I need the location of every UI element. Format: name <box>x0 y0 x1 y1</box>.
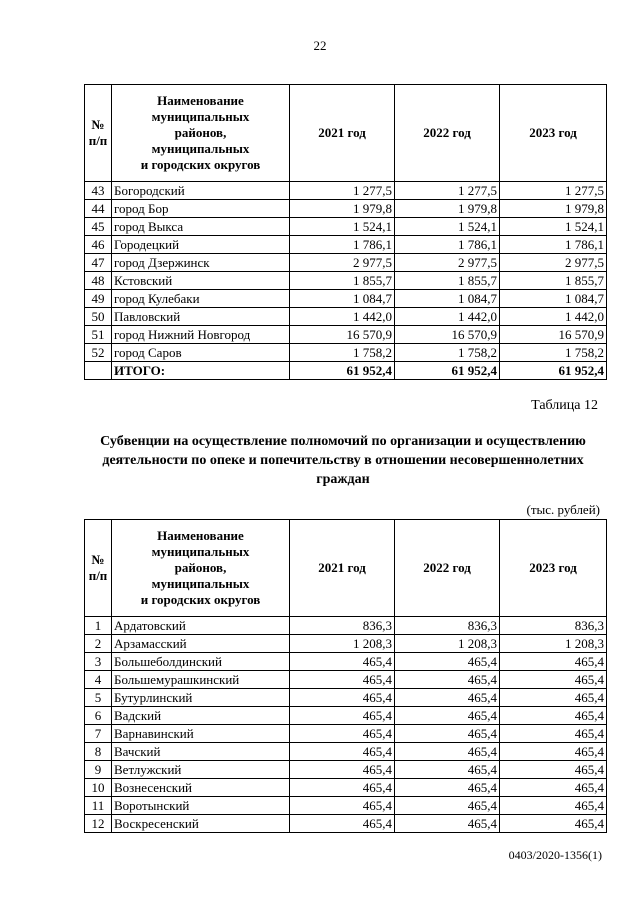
municipality-name: Кстовский <box>112 272 290 290</box>
value-2022: 1 524,1 <box>395 218 500 236</box>
row-number: 47 <box>85 254 112 272</box>
table-row <box>85 236 607 254</box>
total-row <box>85 362 607 380</box>
municipality-name: город Нижний Новгород <box>112 326 290 344</box>
table-row <box>85 671 607 689</box>
table-row <box>85 779 607 797</box>
value-2022: 465,4 <box>395 743 500 761</box>
row-number: 9 <box>85 761 112 779</box>
header-year-2021: 2021 год <box>290 520 395 617</box>
value-2023: 465,4 <box>500 761 607 779</box>
value-2023: 465,4 <box>500 815 607 833</box>
row-number: 1 <box>85 617 112 635</box>
table-row <box>85 707 607 725</box>
table-row <box>85 344 607 362</box>
table-row <box>85 743 607 761</box>
value-2022: 1 084,7 <box>395 290 500 308</box>
header-year-2023: 2023 год <box>500 85 607 182</box>
value-2022: 465,4 <box>395 779 500 797</box>
municipality-name: Вачский <box>112 743 290 761</box>
municipality-name: Павловский <box>112 308 290 326</box>
municipality-name: Большеболдинский <box>112 653 290 671</box>
value-2021: 1 442,0 <box>290 308 395 326</box>
table-row <box>85 725 607 743</box>
total-2023: 61 952,4 <box>500 362 607 380</box>
value-2021: 465,4 <box>290 761 395 779</box>
table-row <box>85 254 607 272</box>
table-row <box>85 689 607 707</box>
header-year-2021: 2021 год <box>290 85 395 182</box>
value-2021: 465,4 <box>290 725 395 743</box>
row-number: 2 <box>85 635 112 653</box>
row-number: 48 <box>85 272 112 290</box>
value-2022: 465,4 <box>395 689 500 707</box>
municipality-name: Вознесенский <box>112 779 290 797</box>
header-year-2023: 2023 год <box>500 520 607 617</box>
table-row <box>85 797 607 815</box>
row-number: 11 <box>85 797 112 815</box>
value-2023: 1 084,7 <box>500 290 607 308</box>
value-2022: 465,4 <box>395 815 500 833</box>
municipality-name: Бутурлинский <box>112 689 290 707</box>
value-2023: 1 277,5 <box>500 182 607 200</box>
value-2022: 836,3 <box>395 617 500 635</box>
table-row <box>85 290 607 308</box>
table-caption: Таблица 12 <box>531 398 598 413</box>
value-2022: 1 979,8 <box>395 200 500 218</box>
row-number: 52 <box>85 344 112 362</box>
municipality-name: город Дзержинск <box>112 254 290 272</box>
value-2021: 465,4 <box>290 743 395 761</box>
row-number: 6 <box>85 707 112 725</box>
subsidy-table-continued <box>84 84 607 380</box>
header-year-2022: 2022 год <box>395 85 500 182</box>
value-2021: 465,4 <box>290 689 395 707</box>
row-number: 12 <box>85 815 112 833</box>
value-2023: 1 786,1 <box>500 236 607 254</box>
table1-body <box>85 182 607 380</box>
row-number: 4 <box>85 671 112 689</box>
value-2021: 1 524,1 <box>290 218 395 236</box>
header-municipality-name: Наименование муниципальных районов, муниципальных и городских округов <box>112 85 290 182</box>
value-2023: 2 977,5 <box>500 254 607 272</box>
value-2023: 1 442,0 <box>500 308 607 326</box>
value-2021: 1 758,2 <box>290 344 395 362</box>
value-2023: 465,4 <box>500 707 607 725</box>
municipality-name: Ветлужский <box>112 761 290 779</box>
table-row <box>85 326 607 344</box>
municipality-name: город Бор <box>112 200 290 218</box>
value-2023: 465,4 <box>500 653 607 671</box>
row-number: 8 <box>85 743 112 761</box>
value-2021: 465,4 <box>290 797 395 815</box>
value-2022: 1 758,2 <box>395 344 500 362</box>
table-row <box>85 272 607 290</box>
table-row <box>85 653 607 671</box>
value-2023: 465,4 <box>500 779 607 797</box>
value-2022: 1 786,1 <box>395 236 500 254</box>
value-2021: 465,4 <box>290 779 395 797</box>
value-2022: 16 570,9 <box>395 326 500 344</box>
table-header-row <box>85 85 607 182</box>
row-number: 46 <box>85 236 112 254</box>
row-number: 43 <box>85 182 112 200</box>
total-2021: 61 952,4 <box>290 362 395 380</box>
municipality-name: Вадский <box>112 707 290 725</box>
municipality-name: Ардатовский <box>112 617 290 635</box>
value-2021: 2 977,5 <box>290 254 395 272</box>
row-number: 5 <box>85 689 112 707</box>
guardianship-subsidy-table <box>84 519 607 833</box>
municipality-name: Воротынский <box>112 797 290 815</box>
value-2021: 16 570,9 <box>290 326 395 344</box>
total-label: ИТОГО: <box>112 362 290 380</box>
header-municipality-name: Наименование муниципальных районов, муниципальных и городских округов <box>112 520 290 617</box>
value-2023: 465,4 <box>500 689 607 707</box>
header-number: № п/п <box>85 85 112 182</box>
row-number: 44 <box>85 200 112 218</box>
row-number: 45 <box>85 218 112 236</box>
value-2023: 465,4 <box>500 797 607 815</box>
row-number: 3 <box>85 653 112 671</box>
table-row <box>85 218 607 236</box>
total-2022: 61 952,4 <box>395 362 500 380</box>
value-2022: 1 277,5 <box>395 182 500 200</box>
municipality-name: Городецкий <box>112 236 290 254</box>
document-code: 0403/2020-1356(1) <box>508 848 602 862</box>
value-2021: 465,4 <box>290 815 395 833</box>
value-2023: 1 758,2 <box>500 344 607 362</box>
page-number: 22 <box>313 38 327 53</box>
row-number: 49 <box>85 290 112 308</box>
value-2023: 1 855,7 <box>500 272 607 290</box>
municipality-name: Богородский <box>112 182 290 200</box>
value-2021: 465,4 <box>290 707 395 725</box>
value-2023: 465,4 <box>500 725 607 743</box>
table-row <box>85 815 607 833</box>
value-2021: 1 208,3 <box>290 635 395 653</box>
value-2022: 1 208,3 <box>395 635 500 653</box>
value-2023: 465,4 <box>500 743 607 761</box>
value-2023: 1 979,8 <box>500 200 607 218</box>
value-2021: 836,3 <box>290 617 395 635</box>
municipality-name: город Выкса <box>112 218 290 236</box>
table-row <box>85 308 607 326</box>
value-2022: 2 977,5 <box>395 254 500 272</box>
header-year-2022: 2022 год <box>395 520 500 617</box>
value-2022: 465,4 <box>395 671 500 689</box>
value-2021: 1 786,1 <box>290 236 395 254</box>
value-2021: 465,4 <box>290 653 395 671</box>
value-2022: 465,4 <box>395 653 500 671</box>
table-row <box>85 200 607 218</box>
value-2021: 1 979,8 <box>290 200 395 218</box>
value-2023: 836,3 <box>500 617 607 635</box>
table-row <box>85 635 607 653</box>
municipality-name: город Кулебаки <box>112 290 290 308</box>
header-number: № п/п <box>85 520 112 617</box>
value-2023: 16 570,9 <box>500 326 607 344</box>
table-row <box>85 182 607 200</box>
table2-body <box>85 617 607 833</box>
value-2022: 1 442,0 <box>395 308 500 326</box>
value-2022: 465,4 <box>395 761 500 779</box>
municipality-name: Воскресенский <box>112 815 290 833</box>
value-2022: 465,4 <box>395 725 500 743</box>
value-2022: 465,4 <box>395 707 500 725</box>
row-number: 51 <box>85 326 112 344</box>
row-number: 10 <box>85 779 112 797</box>
row-number: 7 <box>85 725 112 743</box>
value-2023: 1 524,1 <box>500 218 607 236</box>
value-2023: 1 208,3 <box>500 635 607 653</box>
municipality-name: Арзамасский <box>112 635 290 653</box>
value-2021: 1 084,7 <box>290 290 395 308</box>
table-header-row <box>85 520 607 617</box>
value-2022: 1 855,7 <box>395 272 500 290</box>
value-2021: 1 277,5 <box>290 182 395 200</box>
value-2022: 465,4 <box>395 797 500 815</box>
municipality-name: город Саров <box>112 344 290 362</box>
value-2021: 1 855,7 <box>290 272 395 290</box>
table-row <box>85 617 607 635</box>
value-2021: 465,4 <box>290 671 395 689</box>
value-2023: 465,4 <box>500 671 607 689</box>
table-row <box>85 761 607 779</box>
municipality-name: Большемурашкинский <box>112 671 290 689</box>
row-number: 50 <box>85 308 112 326</box>
municipality-name: Варнавинский <box>112 725 290 743</box>
total-number <box>85 362 112 380</box>
section-title: Субвенции на осуществление полномочий по организации и осуществлению деятельности по опеке и попечительству в отношении несовершеннолетних граждан <box>100 434 586 487</box>
units-label: (тыс. рублей) <box>526 502 600 517</box>
